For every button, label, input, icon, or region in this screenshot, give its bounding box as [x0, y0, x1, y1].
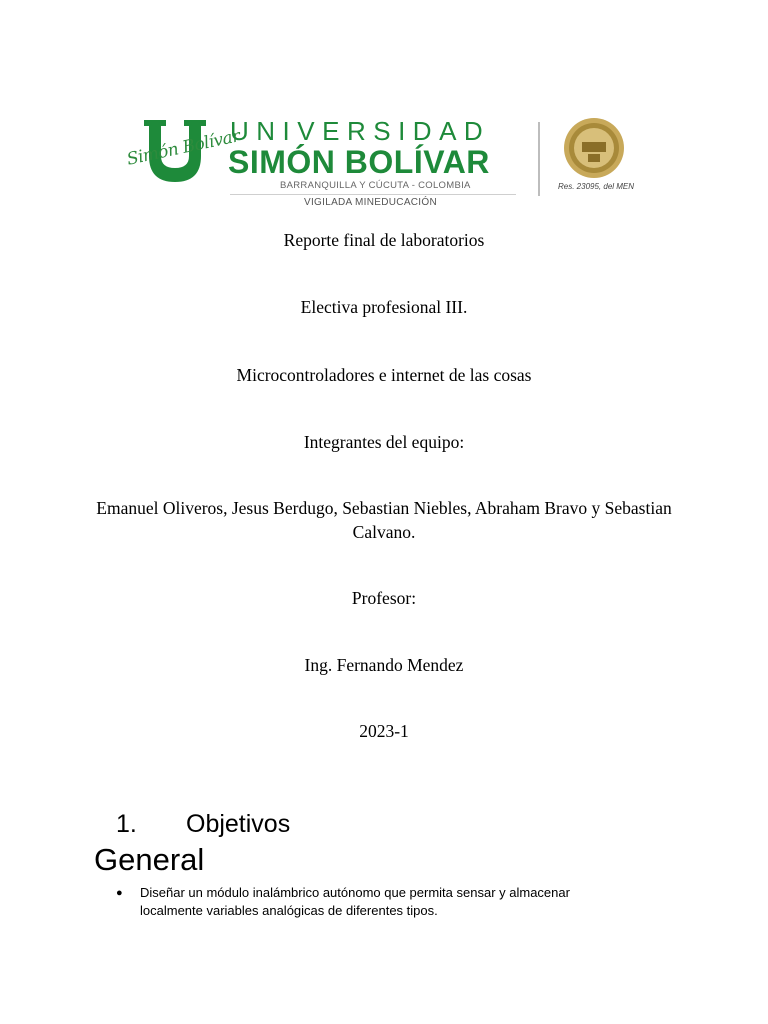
section-heading — [116, 810, 290, 839]
vigilada-text: VIGILADA MINEDUCACIÓN — [304, 197, 437, 208]
university-name: SIMÓN BOLÍVAR — [228, 144, 490, 180]
list-item — [116, 884, 636, 920]
subject-name: Microcontroladores e internet de las cosas — [236, 365, 532, 385]
course-name: Electiva profesional III. — [300, 297, 468, 317]
team-members: Emanuel Oliveros, Jesus Berdugo, Sebastian Niebles, Abraham Bravo y Sebastian Calvano. — [96, 498, 672, 542]
list-item-text: Diseñar un módulo inalámbrico autónomo que permita sensar y almacenar localmente variables analógicas de diferentes tipos. — [140, 885, 570, 918]
professor-name: Ing. Fernando Mendez — [304, 655, 464, 675]
seal-caption: Res. 23095, del MEN — [558, 182, 635, 191]
team-heading: Integrantes del equipo: — [303, 432, 465, 452]
university-word: UNIVERSIDAD — [230, 116, 491, 146]
section-number: 1. — [116, 810, 137, 838]
logo-rule — [230, 194, 516, 195]
academic-period: 2023-1 — [359, 721, 409, 741]
logo-divider — [538, 122, 540, 196]
bullet-icon: ● — [116, 887, 123, 899]
report-title: Reporte final de laboratorios — [283, 230, 485, 250]
section-title: Objetivos — [186, 810, 291, 838]
university-location: BARRANQUILLA Y CÚCUTA - COLOMBIA — [280, 180, 471, 191]
quality-seal-icon — [558, 116, 634, 182]
university-logo — [126, 114, 646, 214]
signature-text: Simón Bolívar — [125, 126, 242, 170]
professor-heading: Profesor: — [351, 588, 417, 608]
subsection-heading: General — [94, 842, 205, 877]
